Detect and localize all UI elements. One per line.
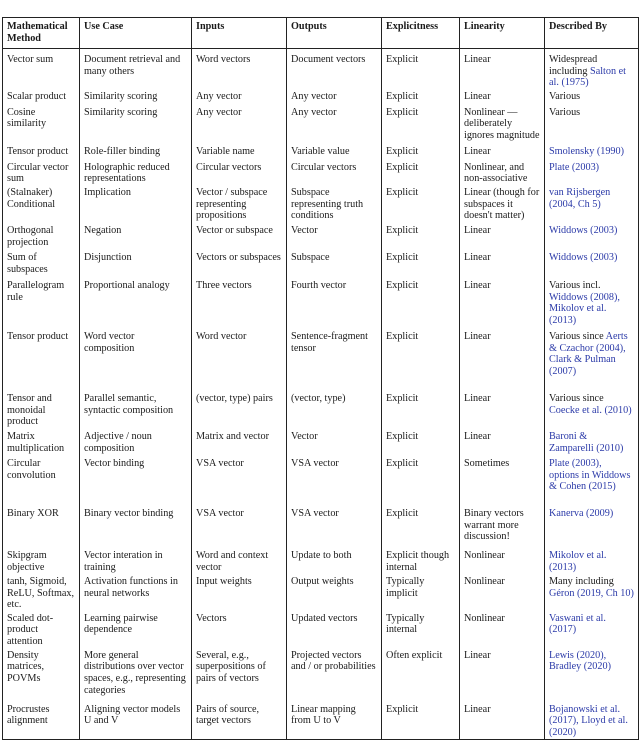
header-described-by: Described By [545, 18, 639, 49]
linearity-cell: Nonlinear [460, 548, 545, 574]
described-by-cell [545, 391, 639, 429]
described-by-text: Widespread including [549, 54, 598, 77]
explicitness-cell: Explicit [382, 702, 460, 739]
inputs-cell: Circular vectors [192, 160, 287, 185]
described-by-cell [545, 160, 639, 185]
outputs-cell: Variable value [287, 144, 382, 160]
table-row [3, 429, 639, 456]
outputs-cell: Any vector [287, 89, 382, 105]
explicitness-cell: Explicit [382, 144, 460, 160]
outputs-cell: Vector [287, 429, 382, 456]
method-cell: Parallelogram rule [3, 278, 80, 329]
inputs-cell: Several, e.g., superpositions of pairs of vectors [192, 648, 287, 702]
method-cell: Circular vector sum [3, 160, 80, 185]
use-case-cell: Adjective / noun composition [80, 429, 192, 456]
explicitness-cell: Explicit [382, 185, 460, 223]
linearity-cell: Nonlinear, and non-associative [460, 160, 545, 185]
described-by-cell [545, 250, 639, 278]
use-case-cell: Parallel semantic, syntactic composition [80, 391, 192, 429]
use-case-cell: Holographic reduced representations [80, 160, 192, 185]
described-by-text: Various [549, 90, 581, 102]
linearity-cell: Nonlinear [460, 574, 545, 611]
described-by-cell [545, 702, 639, 739]
outputs-cell: Output weights [287, 574, 382, 611]
explicitness-cell: Explicit [382, 160, 460, 185]
outputs-cell: Circular vectors [287, 160, 382, 185]
described-by-text: Various incl. [549, 279, 601, 291]
described-by-cell [545, 49, 639, 89]
table-row [3, 49, 639, 89]
comparison-table [2, 17, 639, 740]
header-use-case: Use Case [80, 18, 192, 49]
explicitness-cell: Typically internal [382, 611, 460, 648]
linearity-cell: Linear [460, 329, 545, 391]
table-row [3, 506, 639, 548]
explicitness-cell: Explicit [382, 250, 460, 278]
method-cell: Vector sum [3, 49, 80, 89]
method-cell: Tensor product [3, 329, 80, 391]
inputs-cell: Vectors or subspaces [192, 250, 287, 278]
citation-link[interactable]: Coecke et al. (2010) [549, 404, 632, 416]
table-row [3, 648, 639, 702]
described-by-cell [545, 429, 639, 456]
header-inputs: Inputs [192, 18, 287, 49]
use-case-cell: Word vector composition [80, 329, 192, 391]
citation-link[interactable]: Baroni & Zamparelli (2010) [549, 430, 624, 454]
citation-link[interactable]: Lewis (2020), Bradley (2020) [549, 649, 611, 673]
linearity-cell: Linear [460, 49, 545, 89]
use-case-cell: Role-filler binding [80, 144, 192, 160]
table-row [3, 574, 639, 611]
described-by-text: Various [549, 106, 581, 118]
outputs-cell: Sentence-fragment tensor [287, 329, 382, 391]
described-by-text: Many including [549, 575, 614, 587]
header-linearity: Linearity [460, 18, 545, 49]
described-by-cell [545, 223, 639, 250]
linearity-cell: Linear [460, 702, 545, 739]
inputs-cell: Matrix and vector [192, 429, 287, 456]
method-cell: Scaled dot-product attention [3, 611, 80, 648]
inputs-cell: Any vector [192, 105, 287, 144]
explicitness-cell: Often explicit [382, 648, 460, 702]
described-by-cell [545, 574, 639, 611]
citation-link[interactable]: Widdows (2003) [549, 251, 618, 263]
linearity-cell: Linear [460, 250, 545, 278]
table-body [3, 49, 639, 740]
table-row [3, 456, 639, 506]
explicitness-cell: Explicit [382, 506, 460, 548]
linearity-cell: Linear [460, 223, 545, 250]
header-method: Mathematical Method [3, 18, 80, 49]
inputs-cell: VSA vector [192, 506, 287, 548]
described-by-cell [545, 144, 639, 160]
table-row [3, 391, 639, 429]
table-row [3, 548, 639, 574]
citation-link[interactable]: Vaswani et al. (2017) [549, 612, 606, 636]
method-cell: Procrustes alignment [3, 702, 80, 739]
use-case-cell: Proportional analogy [80, 278, 192, 329]
linearity-cell: Nonlinear — deliberately ignores magnitude [460, 105, 545, 144]
use-case-cell: Negation [80, 223, 192, 250]
method-cell: tanh, Sigmoid, ReLU, Softmax, etc. [3, 574, 80, 611]
linearity-cell: Linear [460, 144, 545, 160]
use-case-cell: Activation functions in neural networks [80, 574, 192, 611]
citation-link[interactable]: Mikolov et al. (2013) [549, 549, 607, 573]
linearity-cell: Linear [460, 89, 545, 105]
described-by-text: Various since [549, 392, 604, 404]
table-row [3, 611, 639, 648]
header-explicitness: Explicitness [382, 18, 460, 49]
method-cell: Orthogonal projection [3, 223, 80, 250]
described-by-cell [545, 648, 639, 702]
outputs-cell: VSA vector [287, 506, 382, 548]
citation-link[interactable]: van Rijsbergen (2004, Ch 5) [549, 186, 611, 210]
method-cell: Binary XOR [3, 506, 80, 548]
explicitness-cell: Explicit [382, 223, 460, 250]
use-case-cell: Similarity scoring [80, 105, 192, 144]
table-row [3, 250, 639, 278]
described-by-cell [545, 611, 639, 648]
inputs-cell: Word vectors [192, 49, 287, 89]
use-case-cell: Vector binding [80, 456, 192, 506]
outputs-cell: Subspace [287, 250, 382, 278]
inputs-cell: Variable name [192, 144, 287, 160]
outputs-cell: Document vectors [287, 49, 382, 89]
table-row [3, 702, 639, 739]
method-cell: Matrix multiplication [3, 429, 80, 456]
linearity-cell: Linear [460, 278, 545, 329]
citation-link[interactable]: Plate (2003) [549, 161, 600, 173]
citation-link[interactable]: Aerts & Czachor (2004), Clark & Pulman (2007) [549, 330, 628, 377]
table-row [3, 89, 639, 105]
explicitness-cell: Explicit though internal [382, 548, 460, 574]
method-cell: Cosine similarity [3, 105, 80, 144]
explicitness-cell: Explicit [382, 456, 460, 506]
described-by-cell [545, 89, 639, 105]
citation-link[interactable]: Plate (2003), options in Widdows & Cohen (2015) [549, 457, 631, 493]
outputs-cell: Any vector [287, 105, 382, 144]
citation-link[interactable]: Widdows (2003) [549, 224, 618, 236]
outputs-cell: Subspace representing truth conditions [287, 185, 382, 223]
use-case-cell: Disjunction [80, 250, 192, 278]
outputs-cell: Fourth vector [287, 278, 382, 329]
outputs-cell: Updated vectors [287, 611, 382, 648]
explicitness-cell: Explicit [382, 429, 460, 456]
method-cell: (Stalnaker) Conditional [3, 185, 80, 223]
table-row [3, 105, 639, 144]
citation-link[interactable]: Smolensky (1990) [549, 145, 624, 157]
table-row [3, 160, 639, 185]
citation-link[interactable]: Bojanowski et al. (2017), Lloyd et al. (2020) [549, 703, 628, 738]
inputs-cell: Word vector [192, 329, 287, 391]
described-by-cell [545, 506, 639, 548]
explicitness-cell: Explicit [382, 391, 460, 429]
described-by-cell [545, 105, 639, 144]
header-outputs: Outputs [287, 18, 382, 49]
linearity-cell: Linear (though for subspaces it doesn't matter) [460, 185, 545, 223]
linearity-cell: Binary vectors warrant more discussion! [460, 506, 545, 548]
citation-link[interactable]: Géron (2019, Ch 10) [549, 587, 634, 599]
linearity-cell: Sometimes [460, 456, 545, 506]
linearity-cell: Linear [460, 648, 545, 702]
outputs-cell: VSA vector [287, 456, 382, 506]
described-by-cell [545, 456, 639, 506]
method-cell: Sum of subspaces [3, 250, 80, 278]
table-row [3, 329, 639, 391]
inputs-cell: (vector, type) pairs [192, 391, 287, 429]
method-cell: Scalar product [3, 89, 80, 105]
inputs-cell: Any vector [192, 89, 287, 105]
inputs-cell: Three vectors [192, 278, 287, 329]
citation-link[interactable]: Salton et al. (1975) [549, 65, 626, 89]
explicitness-cell: Typically implicit [382, 574, 460, 611]
outputs-cell: Update to both [287, 548, 382, 574]
described-by-text: Various since [549, 330, 606, 342]
explicitness-cell: Explicit [382, 105, 460, 144]
use-case-cell: Aligning vector models U and V [80, 702, 192, 739]
explicitness-cell: Explicit [382, 49, 460, 89]
outputs-cell: Vector [287, 223, 382, 250]
table-row [3, 144, 639, 160]
use-case-cell: Binary vector binding [80, 506, 192, 548]
method-cell: Density matrices, POVMs [3, 648, 80, 702]
linearity-cell: Linear [460, 391, 545, 429]
use-case-cell: Implication [80, 185, 192, 223]
explicitness-cell: Explicit [382, 89, 460, 105]
inputs-cell: VSA vector [192, 456, 287, 506]
table-row [3, 278, 639, 329]
use-case-cell: Learning pairwise dependence [80, 611, 192, 648]
use-case-cell: Document retrieval and many others [80, 49, 192, 89]
linearity-cell: Linear [460, 429, 545, 456]
explicitness-cell: Explicit [382, 278, 460, 329]
method-cell: Tensor and monoidal product [3, 391, 80, 429]
outputs-cell: Linear mapping from U to V [287, 702, 382, 739]
inputs-cell: Input weights [192, 574, 287, 611]
method-cell: Tensor product [3, 144, 80, 160]
inputs-cell: Vectors [192, 611, 287, 648]
citation-link[interactable]: Widdows (2008), Mikolov et al. (2013) [549, 291, 620, 326]
described-by-cell [545, 278, 639, 329]
inputs-cell: Vector / subspace representing propositions [192, 185, 287, 223]
table-row [3, 185, 639, 223]
described-by-cell [545, 329, 639, 391]
citation-link[interactable]: Kanerva (2009) [549, 507, 614, 519]
explicitness-cell: Explicit [382, 329, 460, 391]
method-cell: Skipgram objective [3, 548, 80, 574]
linearity-cell: Nonlinear [460, 611, 545, 648]
method-cell: Circular convolution [3, 456, 80, 506]
outputs-cell: Projected vectors and / or probabilities [287, 648, 382, 702]
use-case-cell: Similarity scoring [80, 89, 192, 105]
use-case-cell: More general distributions over vector spaces, e.g., representing categories [80, 648, 192, 702]
outputs-cell: (vector, type) [287, 391, 382, 429]
use-case-cell: Vector interation in training [80, 548, 192, 574]
table-row [3, 223, 639, 250]
inputs-cell: Vector or subspace [192, 223, 287, 250]
inputs-cell: Word and context vector [192, 548, 287, 574]
header-row [3, 18, 639, 49]
described-by-cell [545, 185, 639, 223]
described-by-cell [545, 548, 639, 574]
inputs-cell: Pairs of source, target vectors [192, 702, 287, 739]
